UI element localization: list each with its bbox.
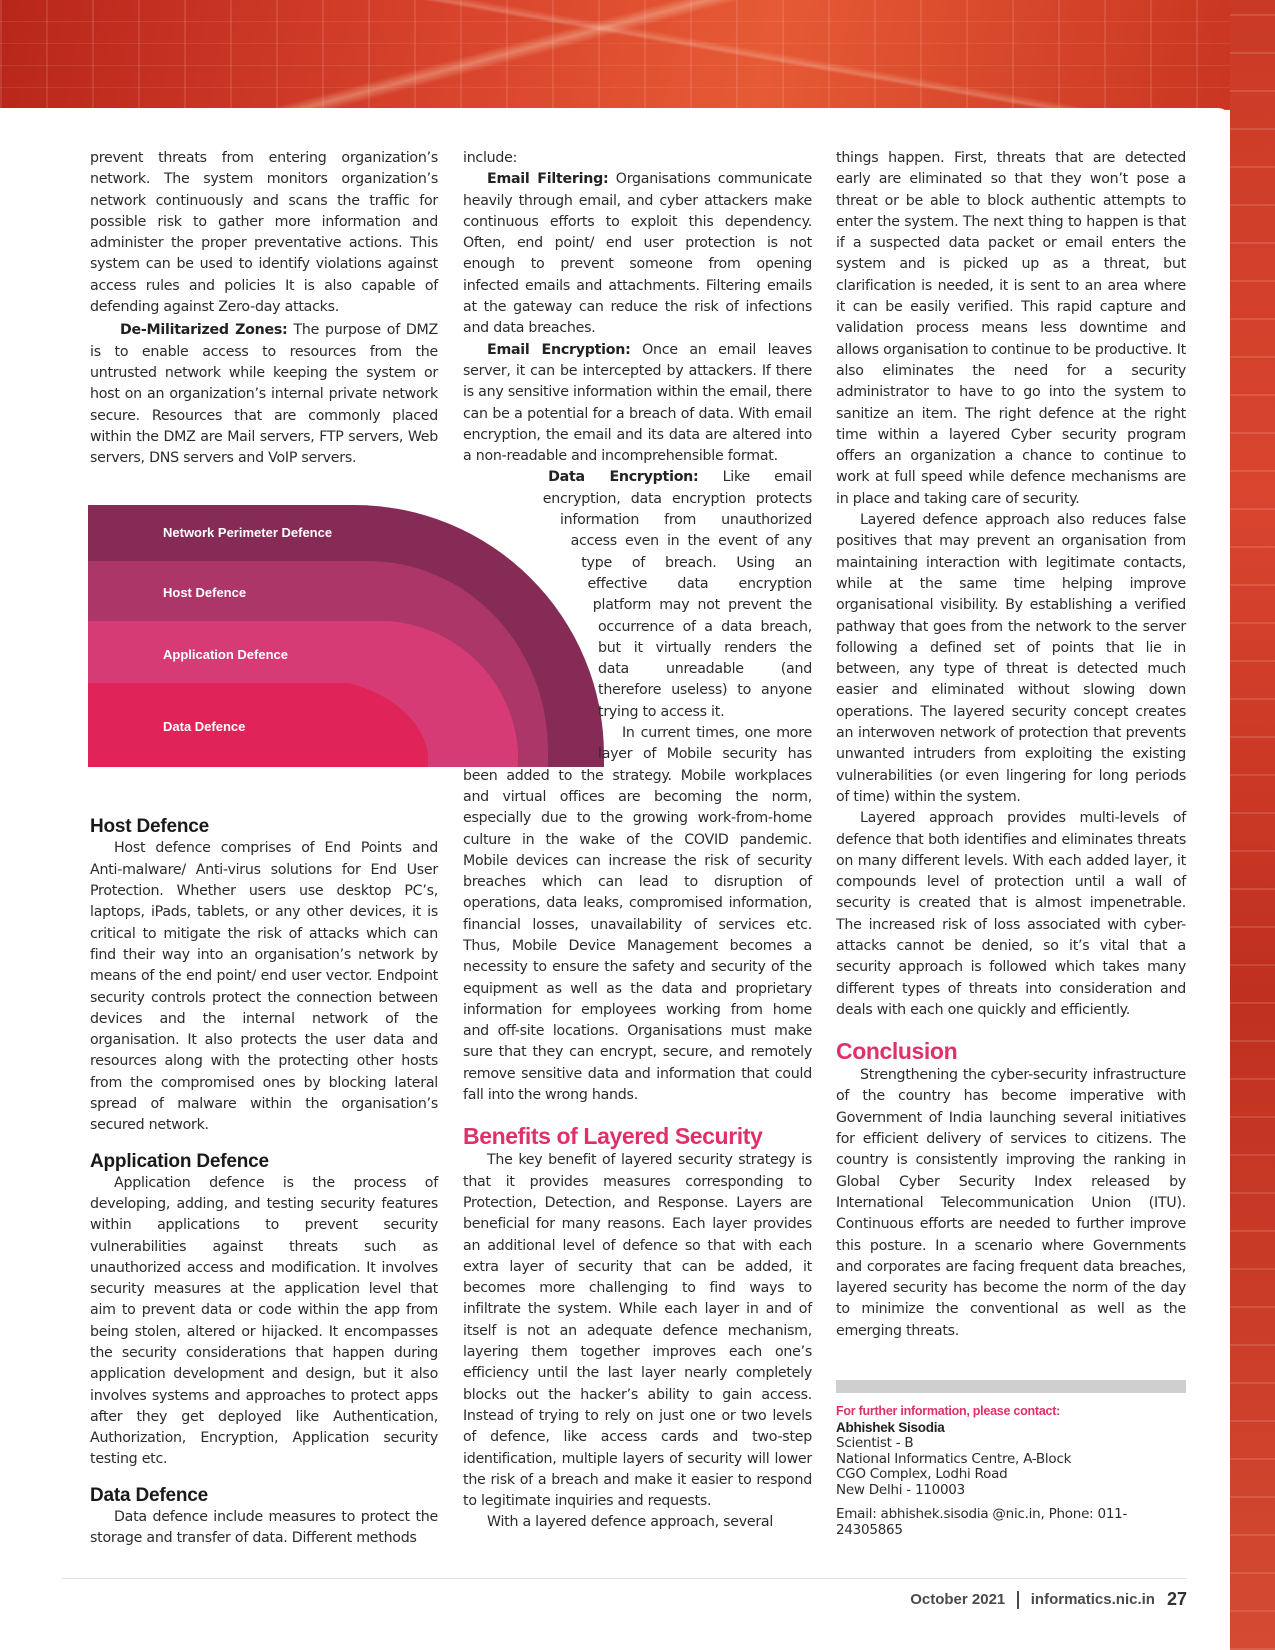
contact-divider-bar xyxy=(836,1380,1186,1393)
side-decoration-strip xyxy=(1230,0,1275,1650)
header-banner-image xyxy=(0,0,1275,110)
heading-data-defence: Data Defence xyxy=(90,1484,208,1506)
contact-heading: For further information, please contact: xyxy=(836,1404,1061,1419)
contact-address-2: CGO Complex, Lodhi Road xyxy=(836,1466,1008,1483)
data-encryption-text: Like email encryption, data encryption protects information from unauthorized access even in the event of any type of breach. Using an effective data encryption platform may not prevent the occurrence of a data breach, but it virtually renders the data unreadable (and therefore useless) to anyone trying to access it. xyxy=(542,469,812,720)
paragraph-email-filtering xyxy=(463,169,812,339)
paragraph-email-encryption xyxy=(463,340,812,468)
heading-benefits: Benefits of Layered Security xyxy=(463,1123,763,1150)
footer-date: October 2021 xyxy=(910,1591,1006,1608)
column-2 xyxy=(463,148,812,1534)
paragraph-data-defence: Data defence include measures to protect the storage and transfer of data. Different methods xyxy=(90,1508,438,1547)
contact-name: Abhishek Sisodia xyxy=(836,1420,945,1436)
email-encryption-term: Email Encryption: xyxy=(487,341,631,358)
paragraph-false-positives: Layered defence approach also reduces false positives that may prevent an organisation from maintaining interaction with legitimate contacts, while at the same time helping improve organisational visibility. By establishing a verified pathway that goes from the network to the server following a defined set of points that lie in between, any type of threat is detected much easier and eliminated without slowing down operations. The layered security concept creates an interwoven network of protection that prevents unwanted intruders from exploiting the existing vulnerabilities (or even lingering for long periods of time) within the system. xyxy=(836,512,1186,805)
column-1 xyxy=(90,148,438,1549)
paragraph-mobile-security: In current times, one more layer of Mobile security has been added to the strategy. Mobile workplaces and virtual offices are becoming the norm, especially due to the growing work-from-home culture in the wake of the COVID pandemic. Mobile devices can increase the risk of security breaches which can lead to disruption of operations, data leaks, compromised information, financial losses, unavailability of services etc. Thus, Mobile Device Management becomes a necessity to ensure the safety and security of the equipment as well as the data and proprietary information for employees working from home and off-site locations. Organisations must make sure that they can encrypt, secure, and remotely remove sensitive data and information that could fall into the wrong hands. xyxy=(463,725,812,1104)
contact-address-1: National Informatics Centre, A-Block xyxy=(836,1450,1072,1467)
paragraph-multi-levels: Layered approach provides multi-levels of defence that both identifies and eliminates threats on many different levels. With each added layer, it compounds level of protection until a wall of security is created that is almost impenetrable. The increased risk of loss associated with cyber-attacks cannot be denied, so it’s vital that a security approach is followed which takes many different types of threats into consideration and deals with each one quickly and efficiently. xyxy=(836,810,1186,1018)
dmz-term: De-Militarized Zones: xyxy=(120,322,288,339)
label-data-defence: Data Defence xyxy=(163,719,246,734)
paragraph-host-defence: Host defence comprises of End Points and Anti-malware/ Anti-virus solutions for End User Protection. Whether users use desktop PC’s, laptops, iPads, tablets, or any other devices, it is critical to mitigate the risk of attacks which can find their way into an organisation’s network by means of the end point/ end user vector. Endpoint security controls protect the connection between devices and the internal network of the organisation. It also protects the user data and resources along with the protecting other hosts from the compromised ones by blocking lateral spread of malware within the organisation’s secured network. xyxy=(90,840,438,1134)
contact-box xyxy=(836,1380,1186,1538)
column-3 xyxy=(836,148,1186,1538)
page-number: 27 xyxy=(1166,1589,1187,1609)
layer-data xyxy=(88,683,428,767)
heading-application-defence: Application Defence xyxy=(90,1150,269,1172)
paragraph-include: include: xyxy=(463,150,518,166)
email-filtering-term: Email Filtering: xyxy=(487,171,609,188)
footer-divider xyxy=(62,1578,1187,1579)
label-network-perimeter: Network Perimeter Defence xyxy=(163,525,333,540)
email-filtering-text: Organisations communicate heavily through email, and cyber attackers make continuous efforts to exploit this dependency. Often, end point/ end user protection is not enough to prevent someone from opening infected emails and attachments. Filtering emails at the gateway can reduce the risk of infections and data breaches. xyxy=(463,171,812,337)
contact-title: Scientist - B xyxy=(836,1435,914,1452)
paragraph-dmz xyxy=(90,320,438,469)
dmz-text: The purpose of DMZ is to enable access to resources from the untrusted network while keeping the system or host on an organization’s internal private network secure. Resources that are commonly placed within the DMZ are Mail servers, FTP servers, Web servers, DNS servers and VoIP servers. xyxy=(90,322,439,467)
label-application-defence: Application Defence xyxy=(163,647,288,662)
heading-conclusion: Conclusion xyxy=(836,1038,958,1065)
page-footer xyxy=(910,1589,1187,1610)
paragraph-application-defence: Application defence is the process of developing, adding, and testing security features within applications to prevent security vulnerabilities against threats such as unauthorized access and modification. It involves security measures at the application level that aim to prevent data or code within the app from being stolen, altered or hijacked. It encompasses the security considerations that happen during application development and design, but it also involves systems and approaches to protect apps after they get deployed like Authentication, Authorization, Encryption, Application security testing etc. xyxy=(90,1174,438,1468)
paragraph-conclusion: Strengthening the cyber-security infrastructure of the country has become imperative with Government of India launching several initiatives for efficient delivery of services to citizens. The country is consistently improving the ranking in Global Cyber Security Index released by International Telecommunication Union (ITU). Continuous efforts are needed to further improve this posture. In a scenario where Governments and corporates are facing frequent data breaches, layered security has become the norm of the day to minimize the conventional as well as the emerging threats. xyxy=(836,1067,1186,1339)
paragraph-benefits: The key benefit of layered security strategy is that it provides measures corresponding to Protection, Detection, and Response. Layers are beneficial for many reasons. Each layer provides an additional level of defence so that with each extra layer of security that can be added, it becomes more challenging to find ways to infiltrate the system. While each layer in and of itself is not an adequate defence mechanism, layering them together improves each one’s efficiency until the last layer nearly completely blocks out the hacker’s ability to gain access. Instead of trying to rely on just one or two levels of defence, like access cards and two-step identification, multiple layers of security will lower the risk of a breach and make it easier to respond to legitimate inquiries and requests. xyxy=(463,1152,812,1510)
contact-address-3: New Delhi - 110003 xyxy=(836,1481,965,1498)
paragraph-things-happen: things happen. First, threats that are detected early are eliminated so that they won’t pose a threat or be able to block authentic attempts to enter the system. The next thing to happen is that if a suspected data packet or email enters the system and is picked up as a threat, but clarification is needed, it is sent to an area where it can be easily verified. This rapid capture and validation process means less downtime and allows organisation to continue to be productive. It also eliminates the need for a security administrator to have to go into the system to sanitize an item. The right defence at the right time within a layered Cyber security program offers an organization a chance to continue to work at full speed while defence mechanisms are in place and taking care of security. xyxy=(836,150,1186,507)
paragraph-layered-approach: With a layered defence approach, several xyxy=(487,1514,774,1531)
footer-separator xyxy=(1017,1591,1019,1609)
paragraph-ips: prevent threats from entering organization’s network. The system monitors organization’s network continuously and scans the traffic for possible risk to gather more information and administer the proper preventative actions. This system can be used to identify violations against access rules and policies It is also capable of defending against Zero-day attacks. xyxy=(90,150,438,316)
contact-email-phone: Email: abhishek.sisodia @nic.in, Phone: 011-24305865 xyxy=(836,1506,1128,1539)
label-host-defence: Host Defence xyxy=(163,585,247,600)
data-encryption-term: Data Encryption: xyxy=(548,469,699,486)
heading-host-defence: Host Defence xyxy=(90,816,210,838)
footer-site: informatics.nic.in xyxy=(1030,1591,1155,1608)
email-encryption-text: Once an email leaves server, it can be intercepted by attackers. If there is any sensitive information within the email, there can be a potential for a breach of data. With email encryption, the email and its data are altered into a non-readable and incomprehensible format. xyxy=(463,341,813,465)
